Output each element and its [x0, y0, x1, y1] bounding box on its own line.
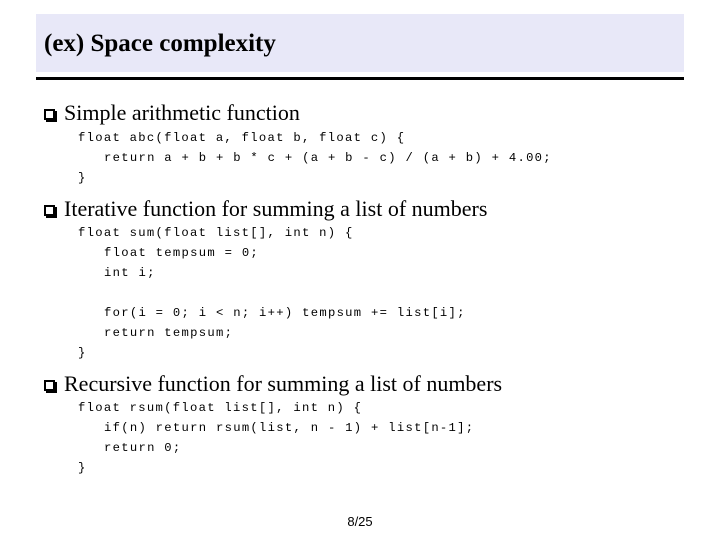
- code-line: }: [78, 346, 87, 360]
- code-line: float abc(float a, float b, float c) {: [78, 131, 406, 145]
- code-line: }: [78, 171, 87, 185]
- code-line: return 0;: [104, 441, 182, 455]
- code-line: if(n) return rsum(list, n - 1) + list[n-1];: [104, 421, 475, 435]
- code-line: float sum(float list[], int n) {: [78, 226, 354, 240]
- code-line: return a + b + b * c + (a + b - c) / (a + b) + 4.00;: [104, 151, 552, 165]
- code-line: for(i = 0; i < n; i++) tempsum += list[i];: [104, 306, 466, 320]
- checkbox-bullet-icon: [44, 205, 55, 216]
- section-iterative-sum: [44, 196, 487, 222]
- slide-title: (ex) Space complexity: [44, 30, 276, 57]
- code-line: return tempsum;: [104, 326, 234, 340]
- section-recursive-sum: [44, 371, 502, 397]
- section-heading: Simple arithmetic function: [64, 100, 300, 125]
- code-line: float tempsum = 0;: [104, 246, 260, 260]
- section-simple-arithmetic: [44, 100, 300, 126]
- code-line: }: [78, 461, 87, 475]
- section-heading: Iterative function for summing a list of numbers: [64, 196, 488, 221]
- title-divider: [36, 77, 684, 80]
- checkbox-bullet-icon: [44, 109, 55, 120]
- section-heading: Recursive function for summing a list of numbers: [64, 371, 503, 396]
- code-line: float rsum(float list[], int n) {: [78, 401, 363, 415]
- page-number: 8/25: [347, 514, 373, 529]
- title-bar: [36, 14, 684, 72]
- code-line: int i;: [104, 266, 156, 280]
- checkbox-bullet-icon: [44, 380, 55, 391]
